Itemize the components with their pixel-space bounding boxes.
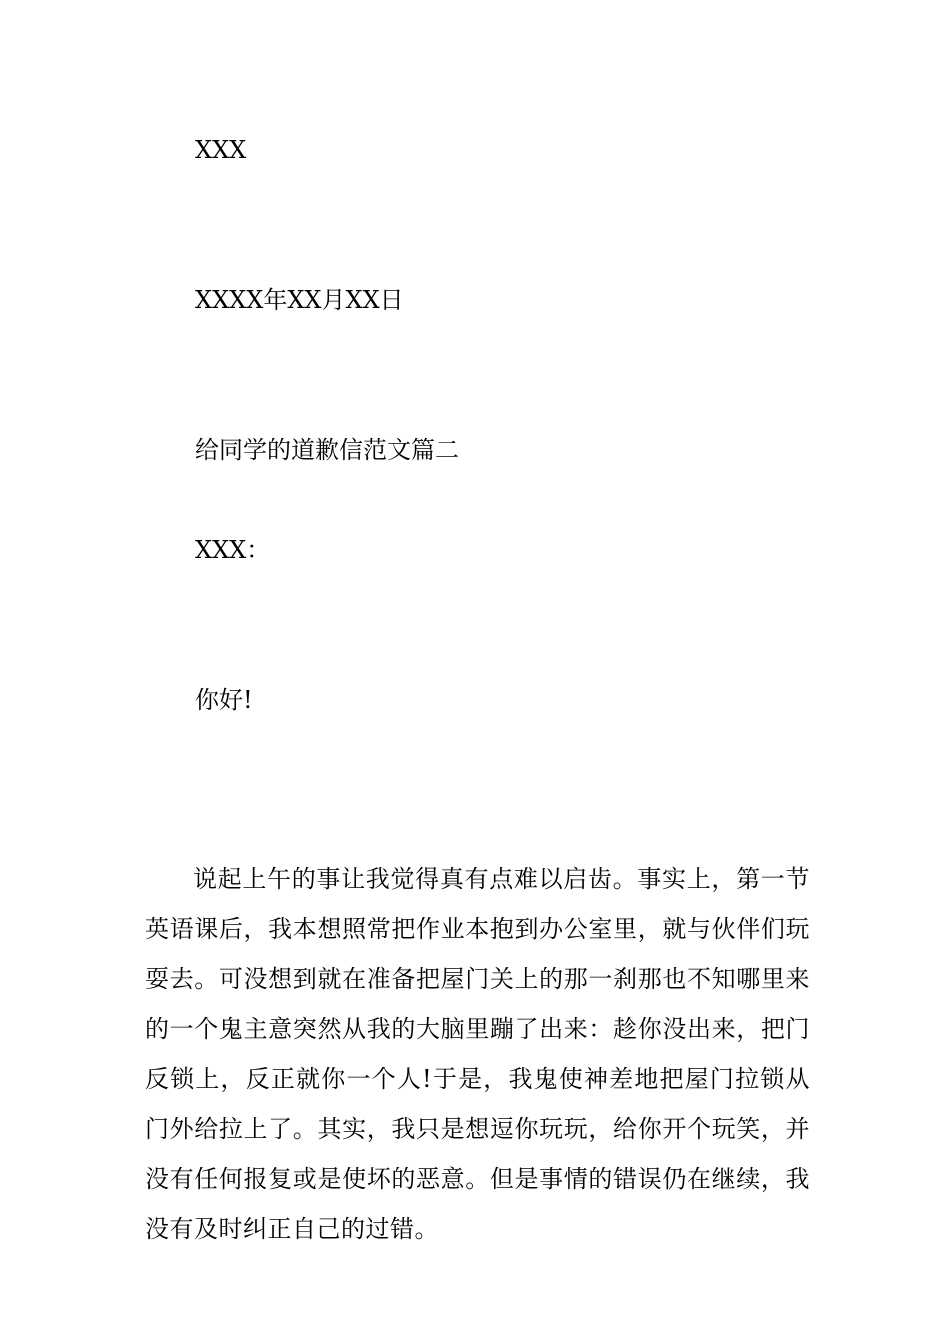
signature-name: XXX: [195, 136, 247, 164]
salutation: XXX：: [195, 536, 271, 564]
body-paragraph: 说起上午的事让我觉得真有点难以启齿。事实上，第一节英语课后，我本想照常把作业本抱到办公室里，就与伙伴们玩耍去。可没想到就在准备把屋门关上的那一刹那也不知哪里来的一个鬼主意突然从我的大脑里蹦了出来：趁你没出来，把门反锁上，反正就你一个人!于是，我鬼使神差地把屋门拉锁从门外给拉上了。其实，我只是想逗你玩玩，给你开个玩笑，并没有任何报复或是使坏的恶意。但是事情的错误仍在继续，我没有及时纠正自己的过错。: [145, 865, 810, 1243]
letter-date: XXXX年XX月XX日: [195, 286, 404, 314]
section-title: 给同学的道歉信范文篇二: [195, 436, 459, 464]
greeting: 你好!: [195, 686, 253, 714]
